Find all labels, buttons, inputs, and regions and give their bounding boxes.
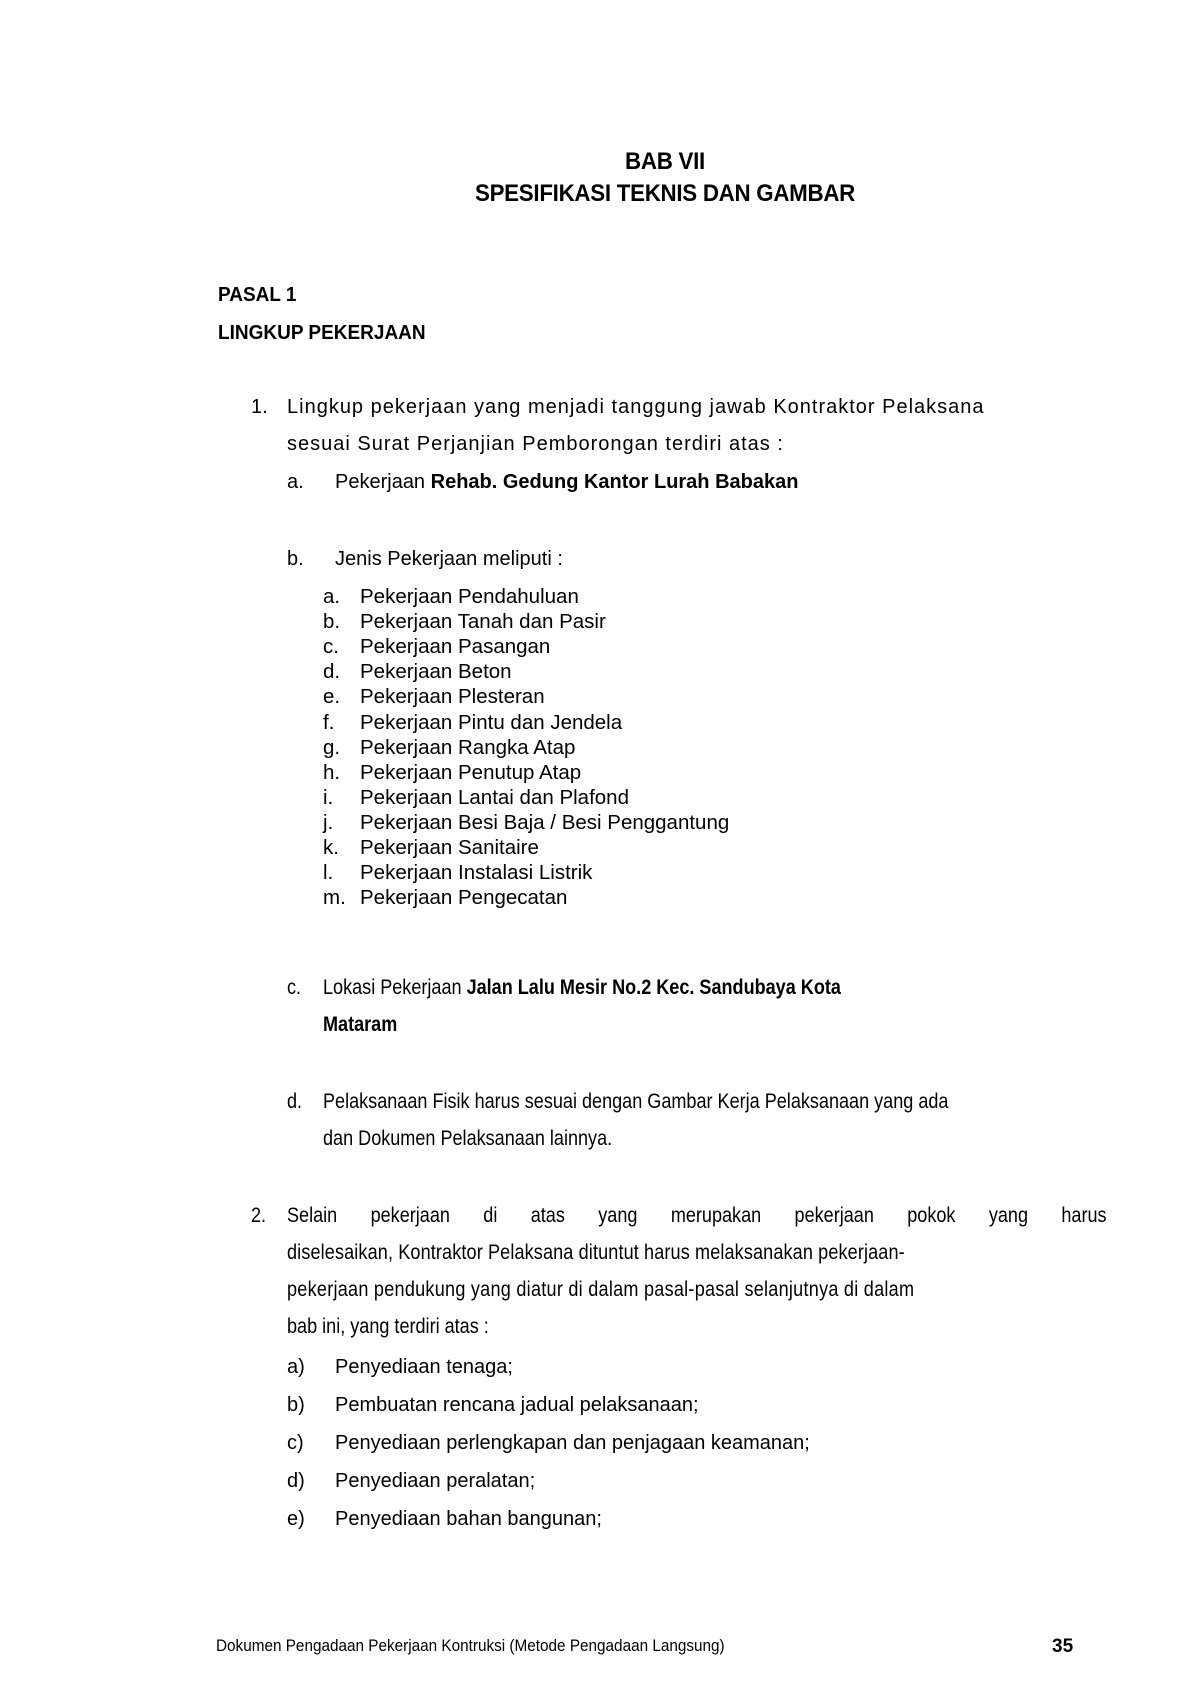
- item-1c-label: c.: [287, 976, 302, 999]
- support-item-label: e): [287, 1508, 305, 1530]
- item-1-line-2: sesuai Surat Perjanjian Pemborongan terdiri atas :: [287, 433, 784, 455]
- chapter-title: SPESIFIKASI TEKNIS DAN GAMBAR: [474, 180, 856, 207]
- work-item-label: j.: [323, 810, 334, 834]
- work-item-text: Pekerjaan Besi Baja / Besi Penggantung: [360, 810, 730, 834]
- work-item-label: c.: [323, 635, 339, 659]
- word: pekerjaan: [794, 1204, 874, 1227]
- support-item-label: a): [287, 1356, 305, 1378]
- work-item-label: a.: [323, 585, 341, 608]
- item-1c-text: [323, 976, 841, 1000]
- item-1-number: 1.: [251, 396, 268, 418]
- item-1b-label: b.: [287, 548, 304, 570]
- support-item-text: Penyediaan bahan bangunan;: [335, 1508, 602, 1530]
- section-number: PASAL 1: [218, 284, 297, 306]
- item-1a-prefix: Pekerjaan: [335, 471, 431, 493]
- work-item-text: Pekerjaan Instalasi Listrik: [360, 861, 593, 885]
- work-item-label: i.: [323, 785, 334, 809]
- item-2-line-3: pekerjaan pendukung yang diatur di dalam pasal-pasal selanjutnya di dalam: [287, 1278, 915, 1301]
- item-1b-text: Jenis Pekerjaan meliputi :: [335, 548, 563, 570]
- word: yang: [598, 1204, 638, 1227]
- support-item-label: d): [287, 1470, 305, 1492]
- item-1d-line-1: Pelaksanaan Fisik harus sesuai dengan Gambar Kerja Pelaksanaan yang ada: [323, 1090, 949, 1113]
- project-location: Jalan Lalu Mesir No.2 Kec. Sandubaya Kota: [466, 976, 841, 999]
- work-item-label: h.: [323, 760, 341, 784]
- work-item-label: d.: [323, 660, 341, 684]
- work-item-label: l.: [323, 861, 334, 885]
- work-item-label: f.: [323, 710, 335, 734]
- support-item-text: Pembuatan rencana jadual pelaksanaan;: [335, 1394, 699, 1416]
- item-2-line-4: bab ini, yang terdiri atas :: [287, 1315, 489, 1338]
- item-2-number: 2.: [251, 1204, 267, 1227]
- word: Selain: [287, 1204, 338, 1227]
- word: pekerjaan: [370, 1204, 450, 1227]
- word: di: [483, 1204, 498, 1227]
- work-item-text: Pekerjaan Rangka Atap: [360, 735, 576, 759]
- item-1a-text: [335, 471, 798, 494]
- work-item-label: e.: [323, 685, 341, 709]
- work-item-text: Pekerjaan Pasangan: [360, 635, 551, 659]
- work-item-text: Pekerjaan Sanitaire: [360, 836, 539, 859]
- item-2-line-1-justified: [287, 1204, 1107, 1228]
- work-item-label: b.: [323, 610, 341, 634]
- chapter-heading: BAB VII: [625, 148, 705, 175]
- work-item-text: Pekerjaan Pendahuluan: [360, 585, 579, 608]
- support-item-text: Penyediaan peralatan;: [335, 1470, 536, 1492]
- word: harus: [1061, 1204, 1107, 1227]
- project-name: Rehab. Gedung Kantor Lurah Babakan: [430, 471, 799, 493]
- footer-text: Dokumen Pengadaan Pekerjaan Kontruksi (Metode Pengadaan Langsung): [216, 1636, 725, 1655]
- support-item-label: c): [287, 1432, 304, 1454]
- support-item-label: b): [287, 1394, 305, 1416]
- work-item-text: Pekerjaan Tanah dan Pasir: [360, 610, 606, 634]
- support-item-text: Penyediaan perlengkapan dan penjagaan keamanan;: [335, 1432, 810, 1454]
- word: merupakan: [670, 1204, 762, 1227]
- word: yang: [988, 1204, 1028, 1227]
- work-item-label: g.: [323, 735, 341, 759]
- work-item-label: k.: [323, 836, 339, 859]
- item-1d-label: d.: [287, 1090, 303, 1113]
- work-item-text: Pekerjaan Penutup Atap: [360, 760, 582, 784]
- work-item-text: Pekerjaan Plesteran: [360, 685, 545, 709]
- item-1d-line-2: dan Dokumen Pelaksanaan lainnya.: [323, 1127, 613, 1150]
- work-item-text: Pekerjaan Pintu dan Jendela: [360, 710, 623, 734]
- word: atas: [530, 1204, 565, 1227]
- item-1a-label: a.: [287, 471, 304, 493]
- page-number: 35: [1052, 1636, 1074, 1657]
- item-2-line-2: diselesaikan, Kontraktor Pelaksana dituntut harus melaksanakan pekerjaan-: [287, 1241, 905, 1264]
- support-item-text: Penyediaan tenaga;: [335, 1356, 513, 1378]
- work-item-text: Pekerjaan Beton: [360, 660, 512, 684]
- item-2-line-1: [287, 1204, 1107, 1228]
- work-item-label: m.: [323, 886, 346, 910]
- item-1c-line-2: Mataram: [323, 1013, 398, 1036]
- work-item-text: Pekerjaan Lantai dan Plafond: [360, 785, 629, 809]
- item-1c-prefix: Lokasi Pekerjaan: [323, 976, 467, 999]
- work-item-text: Pekerjaan Pengecatan: [360, 886, 568, 910]
- section-title: LINGKUP PEKERJAAN: [218, 322, 426, 344]
- word: pokok: [907, 1204, 956, 1227]
- item-1-line-1: Lingkup pekerjaan yang menjadi tanggung jawab Kontraktor Pelaksana: [287, 396, 985, 418]
